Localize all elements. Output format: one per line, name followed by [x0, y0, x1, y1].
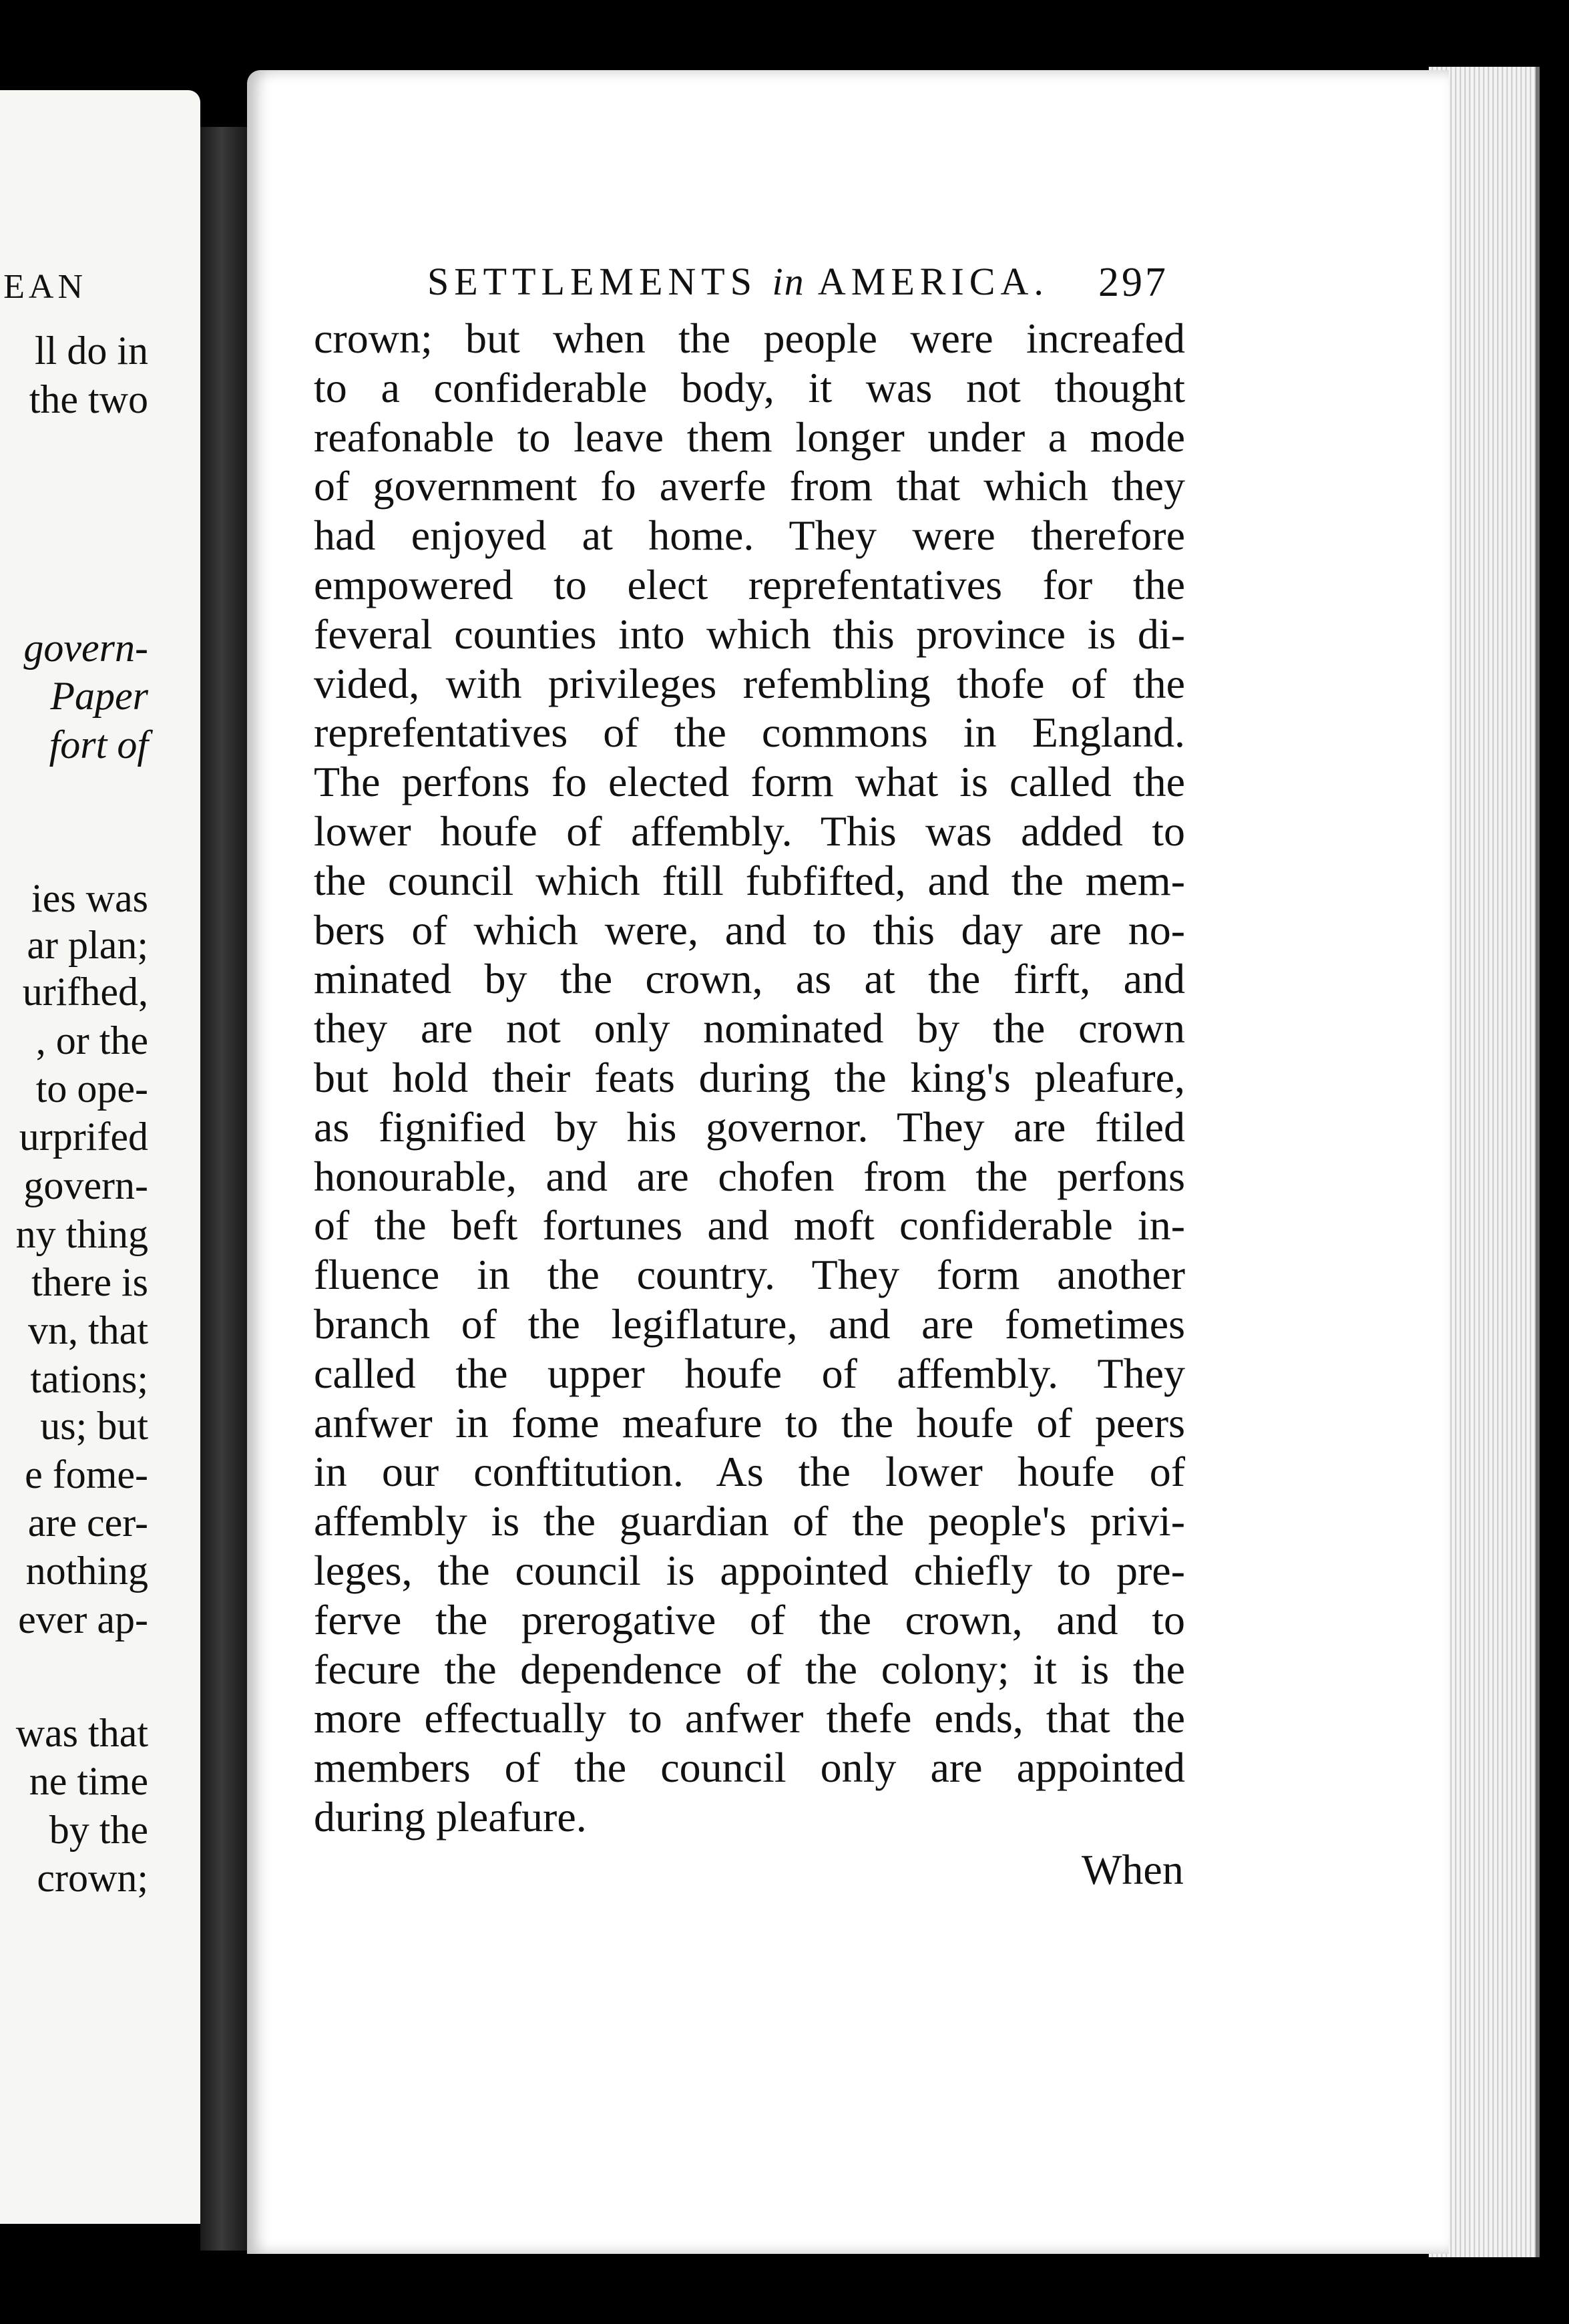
body-text-line: ferve the prerogative of the crown, and to: [314, 1595, 1185, 1643]
left-page-fragment: [0, 90, 200, 2224]
body-text-line: but hold their feats during the king's pleafure,: [314, 1053, 1185, 1101]
left-text-line: by the: [49, 1808, 148, 1852]
body-text-line: leges, the council is appointed chiefly to pre-: [314, 1546, 1185, 1594]
body-text-line: they are not only nominated by the crown: [314, 1004, 1185, 1052]
left-text-line: are cer-: [27, 1501, 148, 1545]
body-text-line: members of the council only are appointed: [314, 1744, 1185, 1792]
left-text-line: nothing: [25, 1549, 148, 1593]
left-text-line: ny thing: [15, 1212, 148, 1256]
left-text-line: crown;: [37, 1856, 148, 1900]
book-gutter: [200, 127, 254, 2251]
left-running-head: EAN: [3, 268, 87, 306]
body-text-line: feveral counties into which this province is di-: [314, 610, 1185, 658]
body-text-line: called the upper houfe of affembly. They: [314, 1349, 1185, 1397]
body-text-line: in our conftitution. As the lower houfe of: [314, 1448, 1185, 1496]
left-text-line: us; but: [40, 1404, 148, 1448]
body-text-line: empowered to elect reprefentatives for the: [314, 560, 1185, 608]
body-text-line: during pleafure.: [314, 1792, 587, 1841]
page-number: 297: [1098, 260, 1168, 305]
running-head-america: AMERICA.: [817, 260, 1049, 303]
left-text-line: govern-: [23, 1163, 148, 1207]
left-text-line: ever ap-: [18, 1597, 148, 1641]
body-text-line: branch of the legiflature, and are fometimes: [314, 1300, 1185, 1348]
left-text-line: tations;: [30, 1357, 148, 1401]
body-text-line: the council which ftill fubfifted, and the mem-: [314, 856, 1185, 904]
left-text-line: fort of: [49, 723, 148, 767]
body-text-line: fluence in the country. They form another: [314, 1251, 1185, 1299]
left-text-line: ne time: [29, 1759, 148, 1803]
body-text-line: to a confiderable body, it was not thought: [314, 363, 1185, 411]
body-text-line: vided, with privileges refembling thofe of the: [314, 659, 1185, 707]
left-text-line: there is: [31, 1260, 148, 1304]
body-text-line: honourable, and are chofen from the perfons: [314, 1152, 1185, 1200]
body-text-line: bers of which were, and to this day are no-: [314, 906, 1185, 954]
left-text-line: urifhed,: [22, 970, 148, 1014]
body-text-line: as fignified by his governor. They are ftiled: [314, 1103, 1185, 1151]
body-text-line: affembly is the guardian of the people's privi-: [314, 1497, 1185, 1545]
body-text-line: lower houfe of affembly. This was added to: [314, 807, 1185, 855]
body-text-line: anfwer in fome meafure to the houfe of peers: [314, 1398, 1185, 1446]
running-head-settlements: SETTLEMENTS: [427, 260, 757, 303]
left-text-line: , or the: [35, 1018, 148, 1062]
left-text-line: was that: [15, 1711, 148, 1755]
left-text-line: ar plan;: [27, 923, 148, 967]
body-text-line: of the beft fortunes and moft confiderable in-: [314, 1201, 1185, 1249]
left-text-line: govern-: [23, 626, 148, 670]
left-text-line: ies was: [31, 876, 148, 920]
left-text-line: e fome-: [25, 1452, 148, 1497]
body-text-line: crown; but when the people were increafed: [314, 315, 1185, 362]
body-text-line: The perfons fo elected form what is called the: [314, 758, 1185, 806]
body-text-line: more effectually to anfwer thefe ends, that the: [314, 1694, 1185, 1742]
running-head-title: [427, 259, 1049, 304]
running-header: [427, 259, 1168, 313]
body-text-line: reafonable to leave them longer under a mode: [314, 413, 1185, 461]
body-text-line: minated by the crown, as at the firft, and: [314, 955, 1185, 1003]
body-text-line: fecure the dependence of the colony; it is the: [314, 1645, 1185, 1693]
body-text: [314, 314, 1185, 1842]
left-text-line: the two: [29, 377, 148, 421]
body-text-line: reprefentatives of the commons in England.: [314, 709, 1185, 757]
left-text-line: vn, that: [28, 1308, 148, 1352]
left-text-line: ll do in: [34, 329, 148, 373]
left-text-line: Paper: [50, 674, 148, 718]
running-head-in: in: [772, 260, 805, 303]
body-text-line: of government fo averfe from that which they: [314, 462, 1185, 510]
catchword: When: [1082, 1846, 1184, 1893]
body-text-line: had enjoyed at home. They were therefore: [314, 512, 1185, 560]
left-text-line: to ope-: [35, 1067, 148, 1111]
left-text-line: urprifed: [19, 1115, 148, 1159]
